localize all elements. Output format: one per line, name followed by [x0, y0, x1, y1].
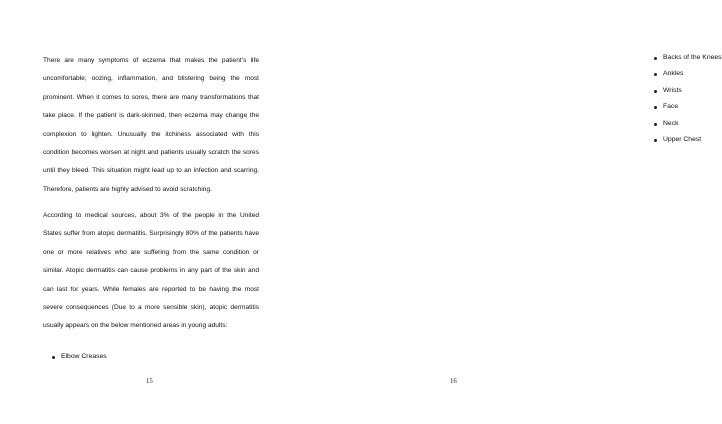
body-paragraph-1: There are many symptoms of eczema that makes the patient’s life uncomfortable; oozing, inflammation, and blistering being the most prominent. When it comes to sores, there are many transformations that take place. If the patient is dark-skinned, then eczema may change the complexion to lighten. Unusually the itchiness associated with this condition becomes worsen at night and patients usually scratch the sores until they bleed. This situation might lead up to an infection and scarring. Therefore, patients are highly advised to avoid scratching. — [43, 57, 259, 193]
list-item: Upper Chest — [653, 132, 722, 148]
page-number: 16 — [450, 378, 457, 385]
list-item: Elbow Creases — [51, 349, 107, 365]
affected-areas-list-continued — [653, 50, 722, 148]
list-item: Wrists — [653, 83, 722, 99]
left-page — [0, 0, 300, 424]
list-item: Backs of the Knees — [653, 50, 722, 66]
affected-areas-list — [51, 349, 107, 365]
body-paragraph-2: According to medical sources, about 3% of the people in the United States suffer from atopic dermatitis. Surprisingly 80% of the patients have one or more relatives who are suffering from the same condition or similar. Atopic dermatitis can cause problems in any part of the skin and can last for years. While females are reported to be having the most severe consequences (Due to a more sensible skin), atopic dermatitis usually appears on the below mentioned areas in young adults: — [43, 212, 259, 330]
list-item: Neck — [653, 116, 722, 132]
list-item: Ankles — [653, 66, 722, 82]
right-page — [300, 0, 722, 424]
page-number: 15 — [146, 378, 153, 385]
list-item: Face — [653, 99, 722, 115]
